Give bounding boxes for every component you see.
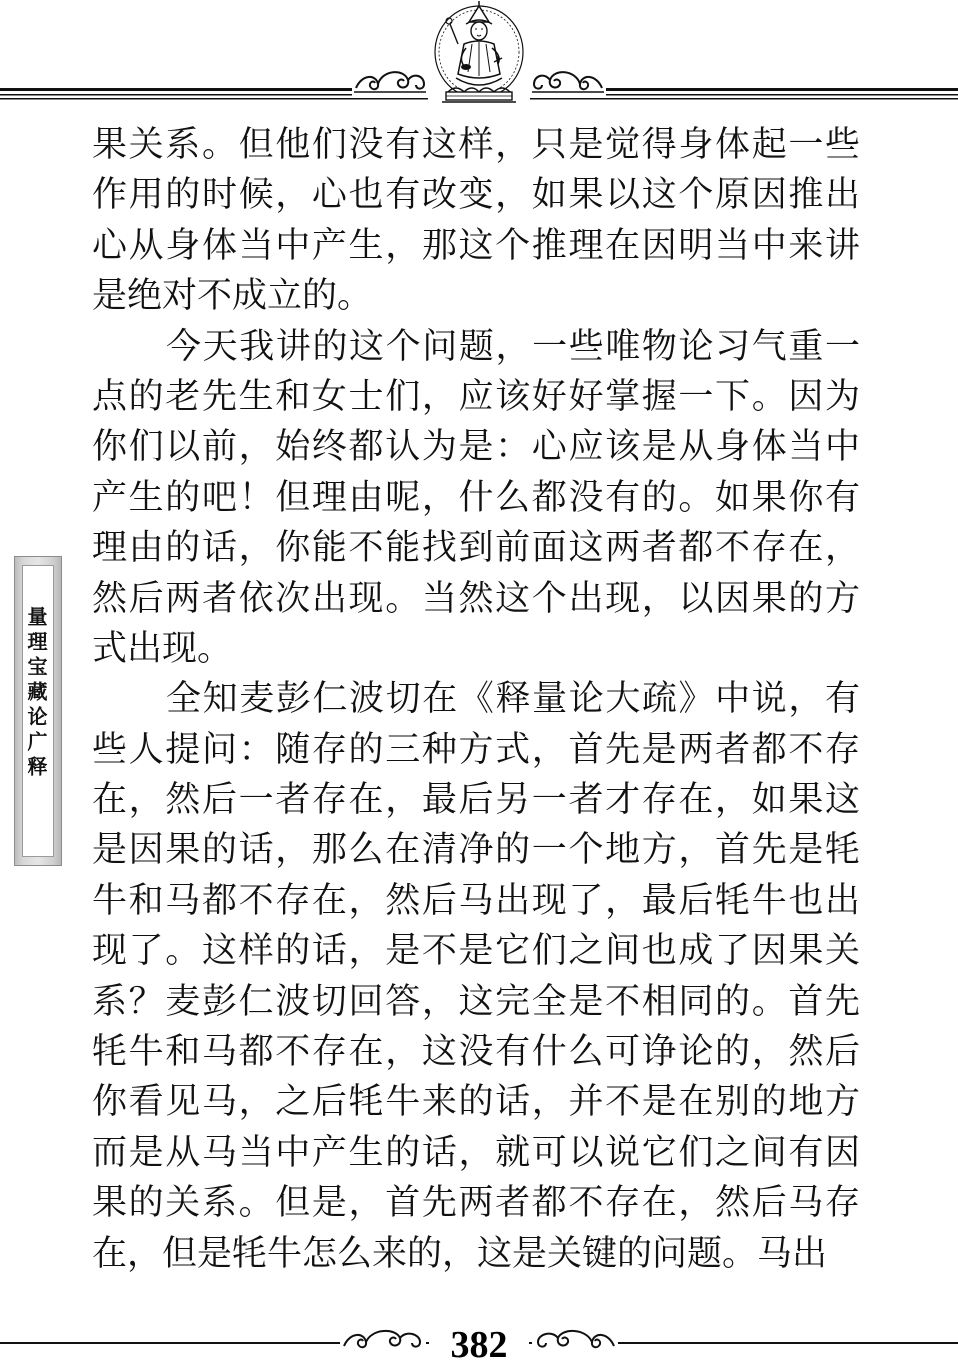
text-line: 现了。这样的话，是不是它们之间也成了因果关 <box>92 931 860 972</box>
padmasambhava-figure-illustration <box>428 0 530 108</box>
text-line: 点的老先生和女士们，应该好好掌握一下。因为 <box>92 376 860 417</box>
paragraph <box>92 322 860 675</box>
text-line: 你们以前，始终都认为是：心应该是从身体当中 <box>92 427 860 468</box>
text-line: 果关系。但他们没有这样，只是觉得身体起一些 <box>92 125 860 165</box>
text-line: 而是从马当中产生的话，就可以说它们之间有因 <box>92 1132 860 1173</box>
text-line: 在，然后一者存在，最后另一者才存在，如果这 <box>92 780 860 821</box>
text-line: 是绝对不成立的。 <box>92 276 373 317</box>
text-line: 牛和马都不存在，然后马出现了，最后牦牛也出 <box>92 880 860 921</box>
text-line: 心从身体当中产生，那这个推理在因明当中来讲 <box>92 225 860 266</box>
text-line: 今天我讲的这个问题，一些唯物论习气重一 <box>166 326 860 367</box>
header-right-cloud-ornament <box>530 66 606 96</box>
text-line: 些人提问：随存的三种方式，首先是两者都不存 <box>92 729 860 770</box>
text-line: 你看见马，之后牦牛来的话，并不是在别的地方 <box>92 1082 860 1123</box>
side-tab-book-title <box>14 556 62 866</box>
text-line: 在，但是牦牛怎么来的，这是关键的问题。马出 <box>92 1233 828 1274</box>
paragraph <box>92 120 860 322</box>
footer-left-cloud-ornament <box>340 1326 426 1352</box>
paragraph <box>92 674 860 1279</box>
text-line: 产生的吧！但理由呢，什么都没有的。如果你有 <box>92 477 860 518</box>
footer-right-cloud-ornament <box>532 1326 618 1352</box>
header-left-cloud-ornament <box>352 66 428 96</box>
text-line: 式出现。 <box>92 628 233 669</box>
text-line: 然后两者依次出现。当然这个出现，以因果的方 <box>92 578 860 619</box>
page-number: 382 <box>429 1322 529 1368</box>
text-line: 作用的时候，心也有改变，如果以这个原因推出 <box>92 175 860 216</box>
side-tab-inner-panel <box>22 565 54 857</box>
body-text <box>92 120 860 1279</box>
text-line: 是因果的话，那么在清净的一个地方，首先是牦 <box>92 830 860 871</box>
text-line: 全知麦彭仁波切在《释量论大疏》中说，有 <box>166 679 860 720</box>
text-line: 果的关系。但是，首先两者都不存在，然后马存 <box>92 1183 860 1224</box>
text-line: 系？麦彭仁波切回答，这完全是不相同的。首先 <box>92 981 860 1022</box>
book-title-vertical: 量理宝藏论广释 <box>24 606 48 781</box>
text-line: 理由的话，你能不能找到前面这两者都不存在， <box>92 528 860 569</box>
text-line: 牦牛和马都不存在，这没有什么可诤论的，然后 <box>92 1032 860 1073</box>
